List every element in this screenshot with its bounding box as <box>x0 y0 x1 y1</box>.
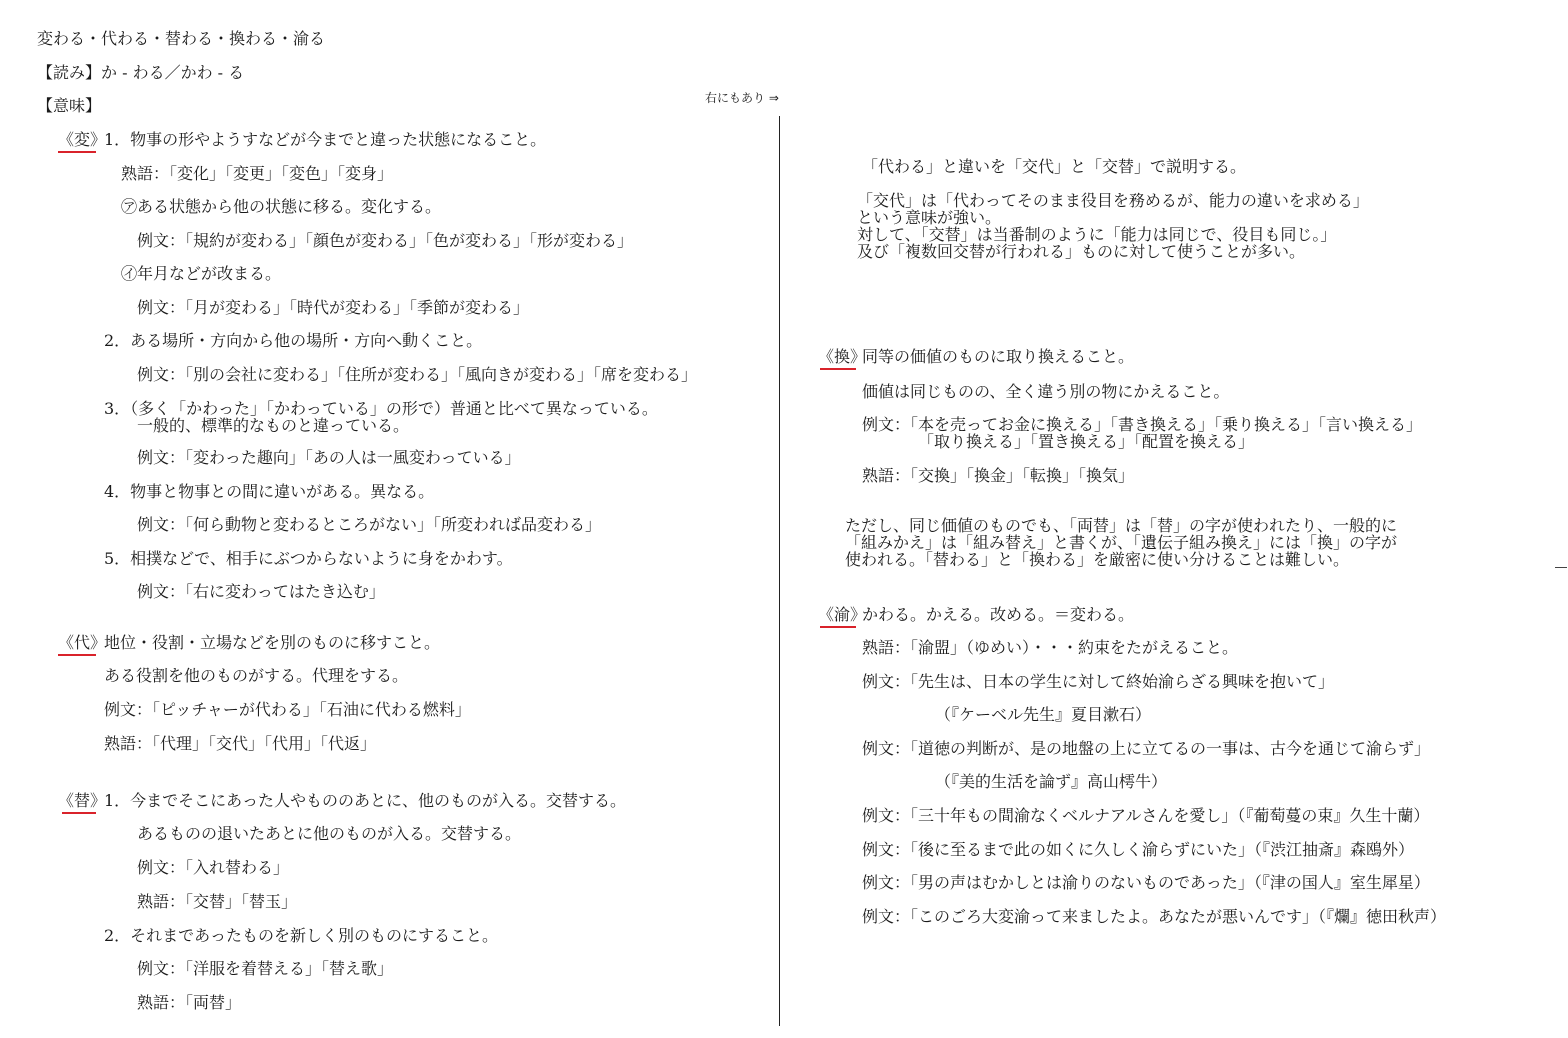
reading: 【読み】か - わる／かわ - る <box>37 63 245 82</box>
tai-underline <box>62 812 96 814</box>
yu-example-6: 例文：「このごろ大変渝って来ましたよ。あなたが悪いんです」（『爛』徳田秋声） <box>862 907 1447 926</box>
kan-line-1: 同等の価値のものに取り換えること。 <box>862 347 1135 366</box>
kan-example-1: 例文：「本を売ってお金に換える」「書き換える」「乗り換える」「言い換える」 <box>862 415 1423 434</box>
kan-underline <box>820 368 856 370</box>
tai-sense-1-jukugo: 熟語：「交替」「替玉」 <box>137 892 298 911</box>
yu-example-1: 例文：「先生は、日本の学生に対して終始渝らざる興味を抱いて」 <box>862 672 1335 691</box>
dai-line-1: 地位・役割・立場などを別のものに移すこと。 <box>104 633 441 652</box>
hen-sense-3: 3．（多く「かわった」「かわっている」の形で）普通と比べて異なっている。 <box>104 399 658 418</box>
yu-example-4: 例文：「後に至るまで此の如くに久しく渝らずにいた」（『渋江抽斎』森鴎外） <box>862 840 1415 859</box>
kan-tag: 《換》 <box>818 347 867 366</box>
tai-sense-1-example: 例文：「入れ替わる」 <box>137 858 290 877</box>
dai-jukugo: 熟語：「代理」「交代」「代用」「代返」 <box>104 734 377 753</box>
right-note: 右にもあり ⇒ <box>705 91 779 105</box>
right-para-3: 対して、「交替」は当番制のように「能力は同じで、役目も同じ。」 <box>857 225 1337 244</box>
hen-tag: 《変》 <box>58 130 107 149</box>
hen-sense-1a-example: 例文：「規約が変わる」「顔色が変わる」「色が変わる」「形が変わる」 <box>137 231 634 250</box>
page-title: 変わる・代わる・替わる・換わる・渝る <box>37 29 326 48</box>
dai-line-2: ある役割を他のものがする。代理をする。 <box>104 666 409 685</box>
yu-tag: 《渝》 <box>818 605 867 624</box>
edge-mark <box>1555 567 1567 568</box>
tai-sense-1-line2: あるものの退いたあとに他のものが入る。交替する。 <box>137 824 522 843</box>
hen-sense-4: 4．物事と物事との間に違いがある。異なる。 <box>104 482 435 501</box>
hen-sense-1: 1．物事の形やようすなどが今までと違った状態になること。 <box>104 130 547 149</box>
tai-sense-2-jukugo: 熟語：「両替」 <box>137 993 242 1012</box>
hen-sense-5-example: 例文：「右に変わってはたき込む」 <box>137 582 385 601</box>
yu-example-1-source: （『ケーベル先生』夏目漱石） <box>935 705 1152 724</box>
right-para-2: という意味が強い。 <box>857 208 1002 227</box>
kan-note-1: ただし、同じ価値のものでも、「両替」は「替」の字が使われたり、一般的に <box>845 516 1398 535</box>
kan-line-2: 価値は同じものの、全く違う別の物にかえること。 <box>862 382 1230 401</box>
hen-sense-3-example: 例文：「変わった趣向」「あの人は一風変わっている」 <box>137 448 521 467</box>
hen-sense-1-jukugo: 熟語：「変化」「変更」「変色」「変身」 <box>121 164 394 183</box>
right-para-4: 及び「複数回交替が行われる」ものに対して使うことが多い。 <box>857 242 1306 261</box>
hen-sense-3-line2: 一般的、標準的なものと違っている。 <box>137 416 410 435</box>
yu-underline <box>820 626 856 628</box>
hen-sense-1a: ㋐ある状態から他の状態に移る。変化する。 <box>121 197 442 216</box>
yu-example-5: 例文：「男の声はむかしとは渝りのないものであった」（『津の国人』室生犀星） <box>862 873 1430 892</box>
dai-example: 例文：「ピッチャーが代わる」「石油に代わる燃料」 <box>104 700 471 719</box>
hen-underline <box>58 151 96 153</box>
tai-tag: 《替》 <box>58 791 107 810</box>
yu-line-1: かわる。かえる。改める。＝変わる。 <box>862 605 1135 624</box>
column-divider <box>779 116 780 1026</box>
right-para-1: 「交代」は「代わってそのまま役目を務めるが、能力の違いを求める」 <box>857 191 1369 210</box>
hen-sense-2: 2．ある場所・方向から他の場所・方向へ動くこと。 <box>104 331 483 350</box>
yu-example-2: 例文：「道徳の判断が、是の地盤の上に立てるの一事は、古今を通じて渝らず」 <box>862 739 1431 758</box>
hen-sense-1b-example: 例文：「月が変わる」「時代が変わる」「季節が変わる」 <box>137 298 530 317</box>
kan-note-2: 「組みかえ」は「組み替え」と書くが、「遺伝子組み換え」には「換」の字が <box>845 533 1398 552</box>
tai-sense-1: 1．今までそこにあった人やもののあとに、他のものが入る。交替する。 <box>104 791 627 810</box>
tai-sense-2: 2．それまであったものを新しく別のものにすること。 <box>104 926 499 945</box>
dai-underline <box>58 654 96 656</box>
kan-jukugo: 熟語：「交換」「換金」「転換」「換気」 <box>862 466 1135 485</box>
hen-sense-2-example: 例文：「別の会社に変わる」「住所が変わる」「風向きが変わる」「席を変わる」 <box>137 365 698 384</box>
kan-example-2: 「取り換える」「置き換える」「配置を換える」 <box>918 432 1255 451</box>
hen-sense-4-example: 例文：「何ら動物と変わるところがない」「所変われば品変わる」 <box>137 515 602 534</box>
yu-jukugo: 熟語：「渝盟」（ゆめい）・・・約束をたがえること。 <box>862 638 1239 657</box>
kan-note-3: 使われる。「替わる」と「換わる」を厳密に使い分けることは難しい。 <box>845 550 1350 569</box>
yu-example-3: 例文：「三十年もの間渝なくベルナアルさんを愛し」（『葡萄蔓の束』久生十蘭） <box>862 806 1430 825</box>
meaning-label: 【意味】 <box>37 96 102 115</box>
right-intro: 「代わる」と違いを「交代」と「交替」で説明する。 <box>862 157 1247 176</box>
hen-sense-1b: ㋑年月などが改まる。 <box>121 264 282 283</box>
dai-tag: 《代》 <box>58 633 107 652</box>
tai-sense-2-example: 例文：「洋服を着替える」「替え歌」 <box>137 959 394 978</box>
yu-example-2-source: （『美的生活を論ず』高山樗牛） <box>935 772 1168 791</box>
hen-sense-5: 5．相撲などで、相手にぶつからないように身をかわす。 <box>104 549 513 568</box>
